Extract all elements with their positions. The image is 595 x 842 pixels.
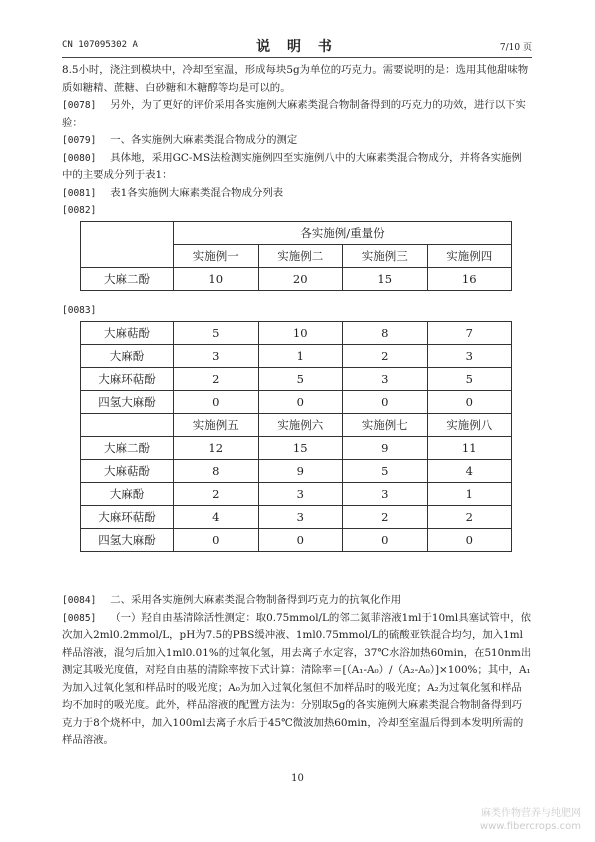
row-label: 大麻酚 xyxy=(81,483,174,506)
paragraph-0083: [0083] xyxy=(62,305,97,316)
table-cell: 12 xyxy=(174,437,259,460)
watermark-url: www.fibercrops.com xyxy=(479,821,581,832)
row-label: 大麻二酚 xyxy=(81,268,174,291)
paragraph-0084 xyxy=(62,592,532,610)
table-cell: 4 xyxy=(174,506,259,529)
table-cell: 10 xyxy=(174,268,259,291)
table-row xyxy=(81,483,512,506)
table-cell: 11 xyxy=(427,437,512,460)
table-cell: 1 xyxy=(427,483,512,506)
row-label: 大麻环萜酚 xyxy=(81,506,174,529)
column-header: 实施例八 xyxy=(427,414,512,437)
table-cell: 5 xyxy=(343,460,428,483)
header-rule xyxy=(62,57,532,58)
paragraph-tag: [0079] xyxy=(62,135,97,146)
paragraph-tag: [0085] xyxy=(62,612,97,624)
table-cell: 2 xyxy=(174,483,259,506)
row-label xyxy=(81,414,174,437)
table-row xyxy=(81,345,512,368)
paragraph-0081 xyxy=(62,185,532,203)
column-header: 实施例五 xyxy=(174,414,259,437)
table-row xyxy=(81,460,512,483)
page-indicator: 7/10 页 xyxy=(499,43,532,53)
paragraph-0079 xyxy=(62,132,532,150)
table-cell: 0 xyxy=(427,391,512,414)
table-row xyxy=(81,368,512,391)
section-heading: 二、采用各实施例大麻素类混合物制备得到巧克力的抗氧化作用 xyxy=(110,594,402,606)
table-row xyxy=(81,529,512,552)
paragraph-text: （一）羟自由基清除活性测定：取0.75mmol/L的邻二氮菲溶液1ml于10ml具塞试管中，依次加入2ml0.2mmol/L，pH为7.5的PBS缓冲液、1ml0.75mmol/L的硫酸亚铁混合均匀，加入1ml样品溶液，混匀后加入1ml0.01%的过氧化氢，用去离子水定容，37℃水浴加热60min，在510nm出测定其吸光度值，对羟自由基的清除率按下式计算：清除率＝[（A₁-A₀）/（A₂-A₀）]×100%；其中，A₁为加入过氧化氢和样品时的吸光度；A₀为加入过氧化氢但不加样品时的吸光度；A₂为过氧化氢和样品均不加时的吸光度。此外，样品溶液的配置方法为：分别取5g的各实施例大麻素类混合物制备得到巧克力于8个烧杯中，加入100ml去离子水后于45℃微波加热60min，冷却至室温后得到本发明所需的样品溶液。 xyxy=(62,611,532,746)
document-title: 说 明 书 xyxy=(256,39,338,55)
paragraph-0085 xyxy=(62,610,532,750)
row-label: 大麻萜酚 xyxy=(81,460,174,483)
table-corner-cell xyxy=(81,222,174,268)
table-cell: 0 xyxy=(343,529,428,552)
watermark xyxy=(480,807,581,833)
table-cell: 0 xyxy=(343,391,428,414)
row-label: 大麻二酚 xyxy=(81,437,174,460)
table-row xyxy=(81,437,512,460)
table-cell: 0 xyxy=(258,529,343,552)
table-cell: 3 xyxy=(174,345,259,368)
table-cell: 3 xyxy=(343,368,428,391)
paragraph-text: 具体地，采用GC-MS法检测实施例四至实施例八中的大麻素类混合物成分，并将各实施例中的主要成分列于表1： xyxy=(62,151,522,181)
page-header xyxy=(62,38,532,56)
paragraph-text: 一、各实施例大麻素类混合物成分的测定 xyxy=(110,134,298,146)
table-cell: 0 xyxy=(258,391,343,414)
publication-number: CN 107095302 A xyxy=(62,40,138,50)
composition-table-part1 xyxy=(80,221,512,291)
table-cell: 16 xyxy=(427,268,512,291)
paragraph-continued: 8.5小时，浇注到模块中，冷却至室温，形成每块5g为单位的巧克力。需要说明的是：选用其他甜味物质如糖精、蔗糖、白砂糖和木糖醇等均是可以的。 xyxy=(62,64,529,94)
table-cell: 8 xyxy=(343,322,428,345)
row-label: 大麻酚 xyxy=(81,345,174,368)
watermark-text: 麻类作物营养与纯肥网 xyxy=(481,808,581,819)
table-cell: 1 xyxy=(258,345,343,368)
table-row xyxy=(81,506,512,529)
paragraph-0082 xyxy=(62,202,532,220)
table-row xyxy=(81,391,512,414)
column-header: 实施例三 xyxy=(343,245,428,268)
paragraph-0080 xyxy=(62,150,532,185)
table-cell: 5 xyxy=(427,368,512,391)
table-cell: 9 xyxy=(258,460,343,483)
table-cell: 15 xyxy=(343,268,428,291)
table-cell: 2 xyxy=(343,345,428,368)
column-header: 实施例二 xyxy=(258,245,343,268)
table-cell: 9 xyxy=(343,437,428,460)
row-label: 大麻环萜酚 xyxy=(81,368,174,391)
table-row xyxy=(81,322,512,345)
table-cell: 20 xyxy=(258,268,343,291)
table-cell: 2 xyxy=(343,506,428,529)
table-cell: 10 xyxy=(258,322,343,345)
column-header: 实施例七 xyxy=(343,414,428,437)
table-group-header: 各实施例/重量份 xyxy=(174,222,512,245)
table-cell: 5 xyxy=(174,322,259,345)
paragraph-text: 另外，为了更好的评价采用各实施例大麻素类混合物制备得到的巧克力的功效，进行以下实验： xyxy=(62,99,526,129)
table-cell: 3 xyxy=(427,345,512,368)
row-label: 四氢大麻酚 xyxy=(81,391,174,414)
paragraph-tag: [0078] xyxy=(62,100,97,111)
table-cell: 8 xyxy=(174,460,259,483)
table-cell: 3 xyxy=(258,506,343,529)
page-number: 10 xyxy=(291,773,304,784)
paragraph-0078 xyxy=(62,97,532,132)
table-cell: 15 xyxy=(258,437,343,460)
paragraph-tag: [0084] xyxy=(62,595,97,606)
table-cell: 0 xyxy=(174,391,259,414)
table-cell: 4 xyxy=(427,460,512,483)
paragraph-tag: [0082] xyxy=(62,205,97,216)
row-label: 四氢大麻酚 xyxy=(81,529,174,552)
column-header: 实施例一 xyxy=(174,245,259,268)
composition-table-part2 xyxy=(80,321,512,552)
column-header: 实施例四 xyxy=(427,245,512,268)
column-header: 实施例六 xyxy=(258,414,343,437)
table-cell: 2 xyxy=(427,506,512,529)
table-cell: 7 xyxy=(427,322,512,345)
row-label: 大麻萜酚 xyxy=(81,322,174,345)
paragraph-tag: [0080] xyxy=(62,152,97,164)
table-cell: 3 xyxy=(343,483,428,506)
table-cell: 3 xyxy=(258,483,343,506)
table-cell: 5 xyxy=(258,368,343,391)
table-cell: 0 xyxy=(427,529,512,552)
paragraph-tag: [0081] xyxy=(62,187,97,199)
table-cell: 0 xyxy=(174,529,259,552)
body-text-lower xyxy=(62,592,532,750)
table-caption: 表1各实施例大麻素类混合物成分列表 xyxy=(110,186,284,199)
table-row xyxy=(81,414,512,437)
table-cell: 2 xyxy=(174,368,259,391)
body-text-upper xyxy=(62,62,532,220)
